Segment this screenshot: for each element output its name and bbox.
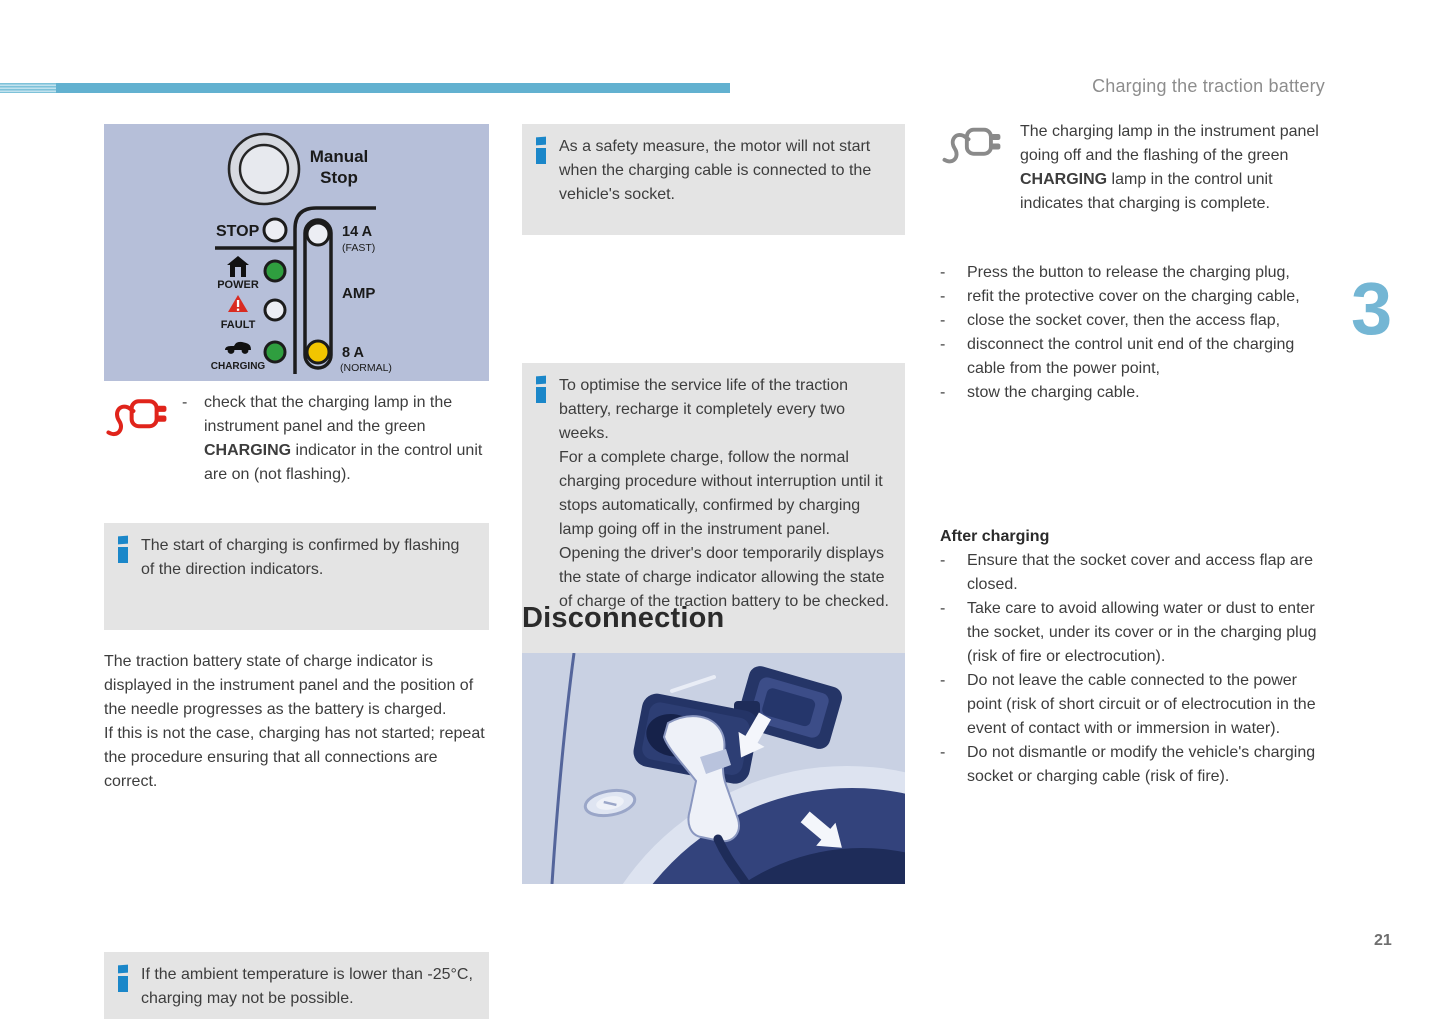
chapter-number: 3 xyxy=(1351,267,1393,350)
info-box-optimise-service-life xyxy=(522,363,905,688)
disconnection-figure xyxy=(522,653,905,889)
fast-14a-led xyxy=(307,223,329,245)
fault-led xyxy=(265,300,285,320)
charging-plug-icon xyxy=(940,122,1004,173)
step-text: disconnect the control unit end of the charging cable from the power point, xyxy=(967,336,1295,377)
left-column xyxy=(104,0,489,1019)
info-icon xyxy=(118,536,128,563)
complete-note-text xyxy=(1020,120,1327,216)
charging-socket-illustration xyxy=(522,653,905,884)
control-unit-illustration xyxy=(104,124,489,381)
charging-plug-icon xyxy=(104,393,170,446)
list-dash: - xyxy=(940,384,946,401)
panel-label-amp: AMP xyxy=(342,285,376,302)
list-dash: - xyxy=(940,672,946,689)
step-text: refit the protective cover on the charging cable, xyxy=(967,288,1300,305)
info-icon xyxy=(536,376,546,403)
power-led-green xyxy=(265,261,285,281)
info-text: As a safety measure, the motor will not start when the charging cable is connected to the vehicle's socket. xyxy=(559,138,872,203)
info-icon xyxy=(118,965,128,992)
list-dash: - xyxy=(940,552,946,569)
panel-label-power: POWER xyxy=(217,279,259,291)
list-dash: - xyxy=(940,744,946,761)
stop-led xyxy=(264,219,286,241)
after-item-text: Do not leave the cable connected to the power point (risk of short circuit or of electrocution in the event of contact with or immersion in water). xyxy=(967,672,1316,737)
info-text: For a complete charge, follow the normal charging procedure without interruption until it stops automatically, confirmed by charging lamp going off in the instrument panel. Opening the driver's door temporarily displays the state of charge indicator allowing the state of charge of the traction battery to be checked. xyxy=(559,449,889,610)
step-text: stow the charging cable. xyxy=(967,384,1140,401)
info-icon xyxy=(536,137,546,164)
paragraph-line: The traction battery state of charge indicator is displayed in the instrument panel and the position of the needle progresses as the battery is charged. xyxy=(104,653,474,718)
info-box-temperature xyxy=(104,952,489,1019)
complete-note-text-before: The charging lamp in the instrument panel going off and the flashing of the green xyxy=(1020,123,1319,164)
info-box-safety-measure xyxy=(522,124,905,235)
middle-column xyxy=(522,0,905,1019)
charging-control-unit-figure xyxy=(104,124,489,386)
panel-label-fast: (FAST) xyxy=(342,242,376,254)
check-charging-lamp-item xyxy=(104,391,489,487)
normal-8a-led-yellow xyxy=(307,341,329,363)
accent-bar-stripes xyxy=(0,83,56,93)
panel-label-8a: 8 A xyxy=(342,345,365,361)
complete-note-bold-word: CHARGING xyxy=(1020,171,1108,188)
list-dash: - xyxy=(940,288,946,305)
after-charging-heading: After charging xyxy=(940,528,1050,545)
list-item xyxy=(940,669,1327,741)
list-item xyxy=(940,333,1327,381)
panel-label-manual: Manual xyxy=(309,147,369,166)
list-dash: - xyxy=(940,600,946,617)
check-item-text xyxy=(204,391,489,487)
info-box-start-of-charging xyxy=(104,523,489,630)
paragraph-line: If this is not the case, charging has not started; repeat the procedure ensuring that all connections are correct. xyxy=(104,725,485,790)
after-item-text: Do not dismantle or modify the vehicle's charging socket or charging cable (risk of fire). xyxy=(967,744,1316,785)
panel-label-charging: CHARGING xyxy=(210,361,266,372)
list-dash: - xyxy=(182,394,188,411)
disconnection-steps-list xyxy=(940,261,1327,405)
list-item xyxy=(940,285,1327,309)
list-dash: - xyxy=(940,312,946,329)
disconnection-heading: Disconnection xyxy=(522,602,725,634)
check-item-bold-word: CHARGING xyxy=(204,442,292,459)
page-number: 21 xyxy=(1374,932,1392,949)
after-item-text: Ensure that the socket cover and access flap are closed. xyxy=(967,552,1313,593)
list-item xyxy=(940,261,1327,285)
charging-complete-note xyxy=(940,120,1327,216)
page-title: Charging the traction battery xyxy=(1092,76,1325,96)
list-item xyxy=(940,741,1327,789)
info-text: To optimise the service life of the traction battery, recharge it completely every two weeks. xyxy=(559,377,849,442)
step-text: close the socket cover, then the access flap, xyxy=(967,312,1281,329)
info-text: If the ambient temperature is lower than -25°C, charging may not be possible. xyxy=(141,966,473,1007)
list-item xyxy=(940,597,1327,669)
list-dash: - xyxy=(940,264,946,281)
panel-label-14a: 14 A xyxy=(342,224,373,240)
step-text: Press the button to release the charging plug, xyxy=(967,264,1290,281)
list-item xyxy=(940,549,1327,597)
info-text: The start of charging is confirmed by flashing of the direction indicators. xyxy=(141,537,460,578)
manual-stop-button-icon xyxy=(229,134,299,204)
complete-note-text-after: lamp in the control unit indicates that charging is complete. xyxy=(1020,171,1273,212)
charging-led-green xyxy=(265,342,285,362)
right-column xyxy=(940,0,1327,1019)
after-item-text: Take care to avoid allowing water or dust to enter the socket, under its cover or in the charging plug (risk of fire or electrocution). xyxy=(967,600,1317,665)
check-item-text-before: check that the charging lamp in the instrument panel and the green xyxy=(204,394,453,435)
list-item xyxy=(940,381,1327,405)
list-item xyxy=(940,309,1327,333)
list-dash: - xyxy=(940,336,946,353)
panel-label-fault: FAULT xyxy=(220,319,256,331)
panel-label-stop-word: Stop xyxy=(320,168,358,187)
after-charging-list xyxy=(940,549,1327,789)
panel-label-normal: (NORMAL) xyxy=(340,362,392,374)
check-item-text-after: indicator in the control unit are on (not flashing). xyxy=(204,442,483,483)
panel-label-stop: STOP xyxy=(216,223,260,240)
state-of-charge-paragraph xyxy=(104,650,489,794)
